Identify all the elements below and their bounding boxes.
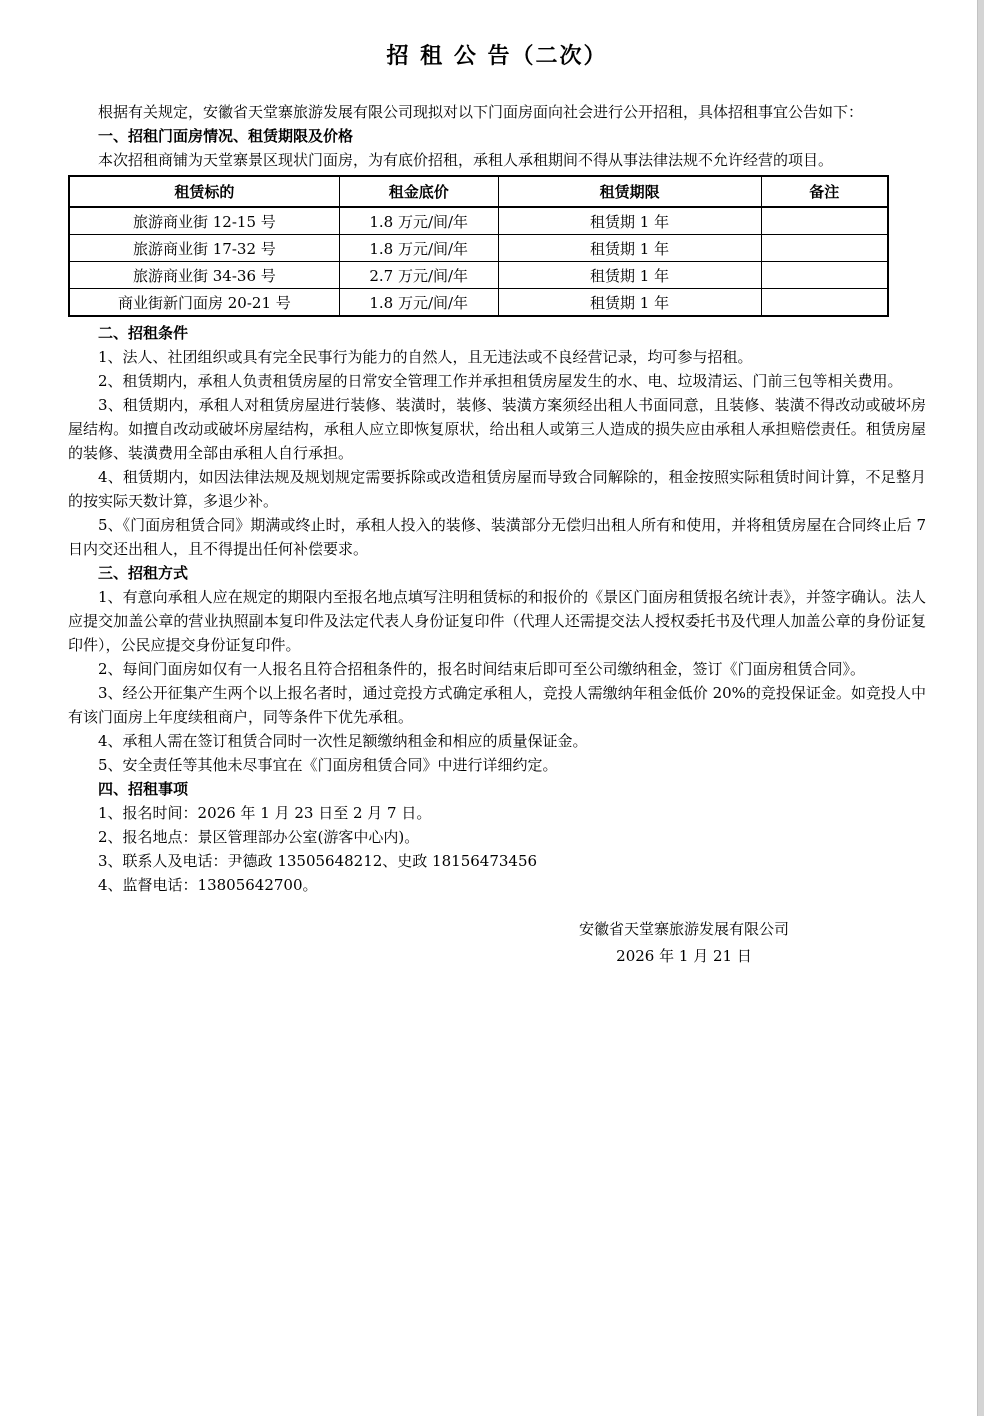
page-title: 招 租 公 告（二次） [386, 43, 608, 69]
signature-date: 2026 年 1 月 21 日 [616, 947, 752, 965]
cell-subject: 旅游商业街 34-36 号 [69, 262, 339, 289]
section3-item-5: 5、安全责任等其他未尽事宜在《门面房租赁合同》中进行详细约定。 [98, 756, 558, 774]
table-row [69, 262, 888, 289]
section3-heading: 三、招租方式 [98, 564, 189, 582]
section4-item-1: 1、报名时间：2026 年 1 月 23 日至 2 月 7 日。 [98, 804, 432, 822]
column-header-lease-term: 租赁期限 [498, 176, 761, 207]
table-row [69, 235, 888, 262]
cell-lease-term: 租赁期 1 年 [498, 289, 761, 317]
section1-heading: 一、招租门面房情况、租赁期限及价格 [98, 127, 354, 145]
section2-item-4: 4、租赁期内，如因法律法规及规划规定需要拆除或改造租赁房屋而导致合同解除的，租金按照实际租赁时间计算，不足整月的按实际天数计算，多退少补。 [68, 468, 926, 510]
section2-item-2: 2、租赁期内，承租人负责租赁房屋的日常安全管理工作并承担租赁房屋发生的水、电、垃圾清运、门前三包等相关费用。 [98, 372, 903, 390]
cell-lease-term: 租赁期 1 年 [498, 235, 761, 262]
section2-heading: 二、招租条件 [98, 324, 189, 342]
section3-item-4: 4、承租人需在签订租赁合同时一次性足额缴纳租金和相应的质量保证金。 [98, 732, 588, 750]
table-header-row [69, 176, 888, 207]
signature-block [579, 916, 789, 970]
cell-base-price: 1.8 万元/间/年 [339, 289, 498, 317]
table-row [69, 207, 888, 235]
intro-paragraph: 根据有关规定，安徽省天堂寨旅游发展有限公司现拟对以下门面房面向社会进行公开招租，具体招租事宜公告如下： [98, 103, 864, 121]
section4-heading: 四、招租事项 [98, 780, 189, 798]
rent-table [68, 175, 889, 317]
column-header-base-price: 租金底价 [339, 176, 498, 207]
section2-item-3: 3、租赁期内，承租人对租赁房屋进行装修、装潢时，装修、装潢方案须经出租人书面同意，且装修、装潢不得改动或破坏房屋结构。如擅自改动或破坏房屋结构，承租人应立即恢复原状，给出租人或第三人造成的损失应由承租人承担赔偿责任。租赁房屋的装修、装潢费用全部由承租人自行承担。 [68, 396, 926, 462]
cell-remarks [761, 262, 888, 289]
section2-item-1: 1、法人、社团组织或具有完全民事行为能力的自然人，且无违法或不良经营记录，均可参与招租。 [98, 348, 753, 366]
cell-subject: 旅游商业街 12-15 号 [69, 207, 339, 235]
cell-base-price: 1.8 万元/间/年 [339, 207, 498, 235]
section4-item-3: 3、联系人及电话：尹德政 13505648212、史政 18156473456 [98, 852, 538, 870]
section4-item-2: 2、报名地点：景区管理部办公室(游客中心内)。 [98, 828, 420, 846]
cell-base-price: 1.8 万元/间/年 [339, 235, 498, 262]
cell-remarks [761, 289, 888, 317]
cell-remarks [761, 207, 888, 235]
section3-item-2: 2、每间门面房如仅有一人报名且符合招租条件的，报名时间结束后即可至公司缴纳租金，签订《门面房租赁合同》。 [98, 660, 866, 678]
section1-lead: 本次招租商铺为天堂寨景区现状门面房，为有底价招租，承租人承租期间不得从事法律法规不允许经营的项目。 [98, 151, 834, 169]
section2-item-5: 5、《门面房租赁合同》期满或终止时，承租人投入的装修、装潢部分无偿归出租人所有和使用，并将租赁房屋在合同终止后 7 日内交还出租人，且不得提出任何补偿要求。 [68, 516, 926, 558]
section3-item-3: 3、经公开征集产生两个以上报名者时，通过竞投方式确定承租人，竞投人需缴纳年租金低价 20%的竞投保证金。如竞投人中有该门面房上年度续租商户，同等条件下优先承租。 [68, 684, 926, 726]
cell-lease-term: 租赁期 1 年 [498, 207, 761, 235]
cell-subject: 旅游商业街 17-32 号 [69, 235, 339, 262]
column-header-remarks: 备注 [761, 176, 888, 207]
section3-item-1: 1、有意向承租人应在规定的期限内至报名地点填写注明租赁标的和报价的《景区门面房租赁报名统计表》，并签字确认。法人应提交加盖公章的营业执照副本复印件及法定代表人身份证复印件（代理人还需提交法人授权委托书及代理人加盖公章的身份证复印件），公民应提交身份证复印件。 [68, 588, 926, 654]
page-right-edge [977, 0, 984, 1416]
section4-item-4: 4、监督电话：13805642700。 [98, 876, 318, 894]
cell-lease-term: 租赁期 1 年 [498, 262, 761, 289]
table-row [69, 289, 888, 317]
signature-company: 安徽省天堂寨旅游发展有限公司 [579, 920, 790, 938]
cell-subject: 商业街新门面房 20-21 号 [69, 289, 339, 317]
column-header-subject: 租赁标的 [69, 176, 339, 207]
cell-remarks [761, 235, 888, 262]
cell-base-price: 2.7 万元/间/年 [339, 262, 498, 289]
